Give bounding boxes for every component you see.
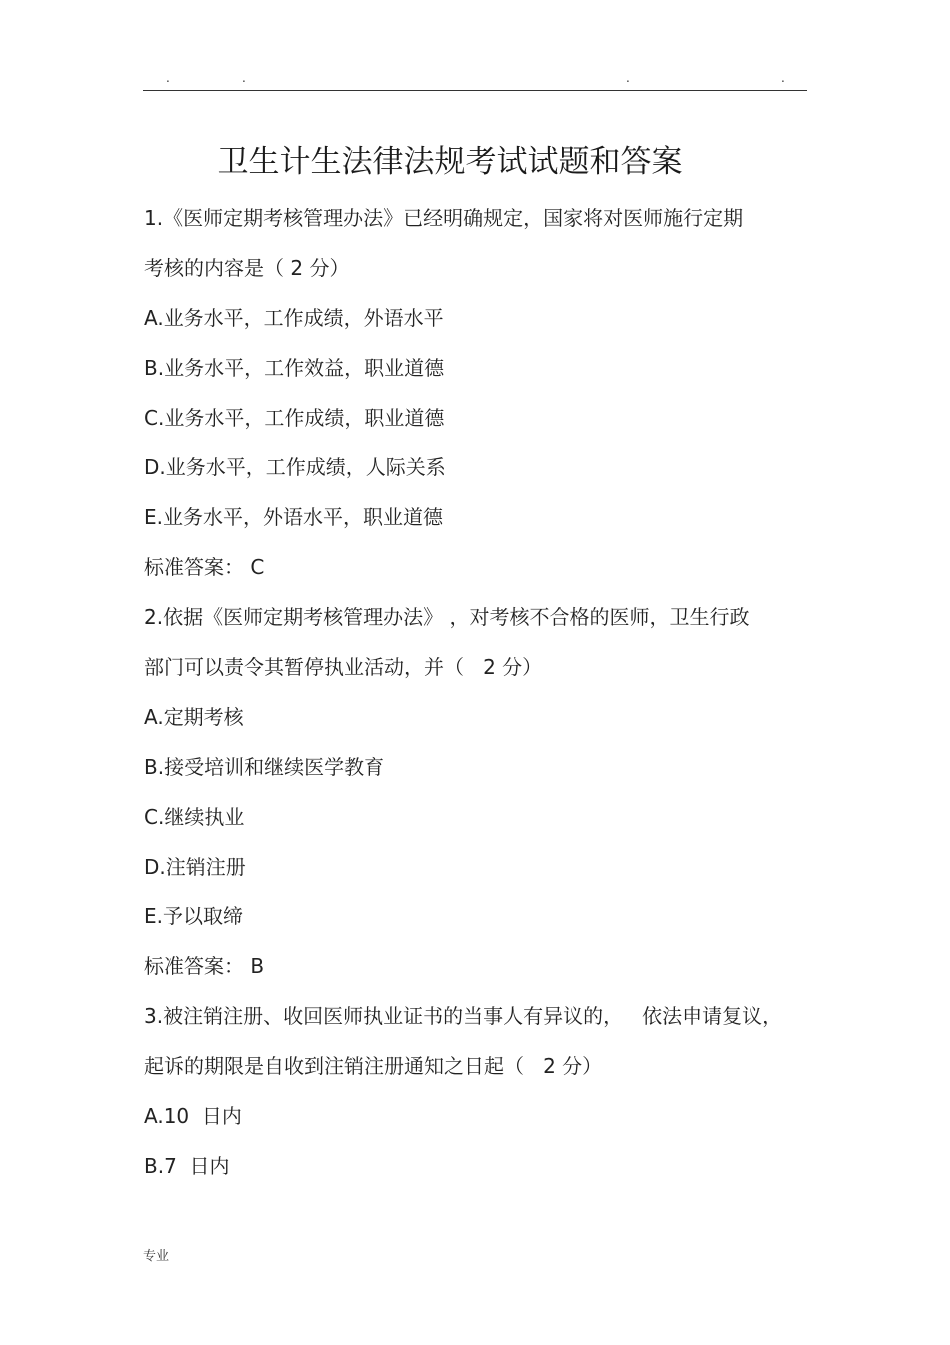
question-1-option-c: C.业务水平，工作成绩，职业道德: [144, 405, 445, 430]
header-rule: [143, 90, 807, 91]
question-2-option-a: A.定期考核: [144, 704, 244, 729]
question-2-option-c: C.继续执业: [144, 804, 245, 829]
document-body: [144, 194, 809, 1192]
question-1-option-e: E.业务水平，外语水平，职业道德: [144, 505, 443, 530]
question-2-stem-line-1: 2.依据《医师定期考核管理办法》 ，对考核不合格的医师，卫生行政: [144, 605, 750, 630]
question-1-stem-line-2: 考核的内容是（ 2 分）: [144, 255, 350, 280]
question-1-option-d: D.业务水平，工作成绩，人际关系: [144, 455, 446, 480]
question-2-stem-line-2: 部门可以责令其暂停执业活动，并（ 2 分）: [144, 655, 543, 680]
question-2-option-e: E.予以取缔: [144, 904, 243, 929]
footer-label: 专业: [143, 1249, 170, 1264]
question-2-answer: 标准答案： B: [144, 954, 265, 979]
header-dot: .: [166, 71, 170, 85]
question-1-answer: 标准答案： C: [144, 555, 265, 580]
question-1-option-a: A.业务水平，工作成绩，外语水平: [144, 305, 444, 330]
document-title: 卫生计生法律法规考试试题和答案: [217, 144, 683, 180]
question-2-option-b: B.接受培训和继续医学教育: [144, 754, 385, 779]
header-dots: [0, 70, 950, 86]
header-dot: .: [626, 71, 630, 85]
question-3-option-b: B.7 日内: [144, 1153, 230, 1178]
question-3-option-a: A.10 日内: [144, 1104, 242, 1129]
question-2-option-d: D.注销注册: [144, 854, 246, 879]
header-dot: .: [242, 71, 246, 85]
header-dot: .: [781, 71, 785, 85]
question-1-option-b: B.业务水平，工作效益，职业道德: [144, 355, 445, 380]
question-1-stem-line-1: 1.《医师定期考核管理办法》已经明确规定，国家将对医师施行定期: [144, 206, 744, 230]
question-3-stem-line-2: 起诉的期限是自收到注销注册通知之日起（ 2 分）: [144, 1054, 603, 1079]
question-3-stem-line-1: 3.被注销注册、收回医师执业证书的当事人有异议的， 依法申请复议，: [144, 1004, 783, 1029]
